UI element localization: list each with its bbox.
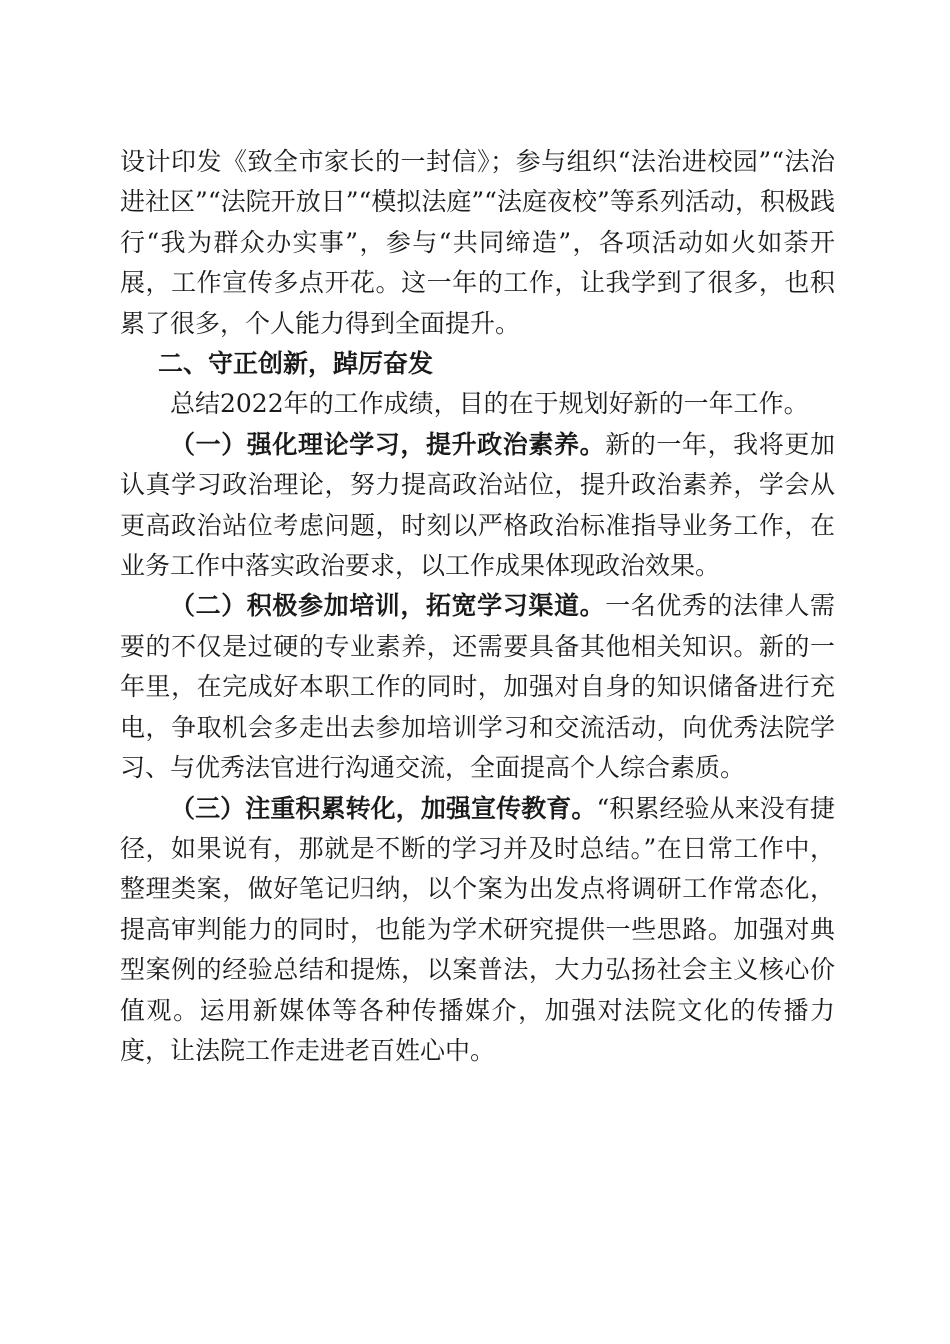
- item-1-lead: （一）强化理论学习，提升政治素养。: [170, 429, 606, 459]
- section-heading: 二、守正创新，踔厉奋发: [158, 349, 434, 379]
- document-body: [120, 142, 835, 1071]
- item-2-body: 一名优秀的法律人需要的不仅是过硬的专业素养，还需要具备其他相关知识。新的一年里，在完成好本职工作的同时，加强对自身的知识储备进行充电，争取机会多走出去参加培训学习和交流活动，向优秀法院学习、与优秀法官进行沟通交流，全面提高个人综合素质。: [120, 591, 835, 783]
- paragraph-item-3: [120, 789, 835, 1072]
- paragraph-item-2: [120, 586, 835, 788]
- item-2-lead: （二）积极参加培训，拓宽学习渠道。: [170, 591, 606, 621]
- paragraph-intro: 总结2022年的工作成绩，目的在于规划好新的一年工作。: [170, 389, 809, 419]
- paragraph-item-1: [120, 425, 835, 587]
- item-3-body: “积累经验从来没有捷径，如果说有，那就是不断的学习并及时总结。”在日常工作中，整理类案，做好笔记归纳，以个案为出发点将调研工作常态化，提高审判能力的同时，也能为学术研究提供一些思路。加强对典型案例的经验总结和提炼，以案普法，大力弘扬社会主义核心价值观。运用新媒体等各种传播媒介，加强对法院文化的传播力度，让法院工作走进老百姓心中。: [120, 793, 835, 1065]
- paragraph-activities: 设计印发《致全市家长的一封信》；参与组织“法治进校园”“法治进社区”“法院开放日”“模拟法庭”“法庭夜校”等系列活动，积极践行“我为群众办实事”，参与“共同缔造”，各项活动如火如荼开展，工作宣传多点开花。这一年的工作，让我学到了很多，也积累了很多，个人能力得到全面提升。: [120, 147, 835, 338]
- item-1-body: 新的一年，我将更加认真学习政治理论，努力提高政治站位，提升政治素养，学会从更高政治站位考虑问题，时刻以严格政治标准指导业务工作，在业务工作中落实政治要求，以工作成果体现政治效果。: [120, 429, 835, 581]
- item-3-lead: （三）注重积累转化，加强宣传教育。: [170, 793, 597, 823]
